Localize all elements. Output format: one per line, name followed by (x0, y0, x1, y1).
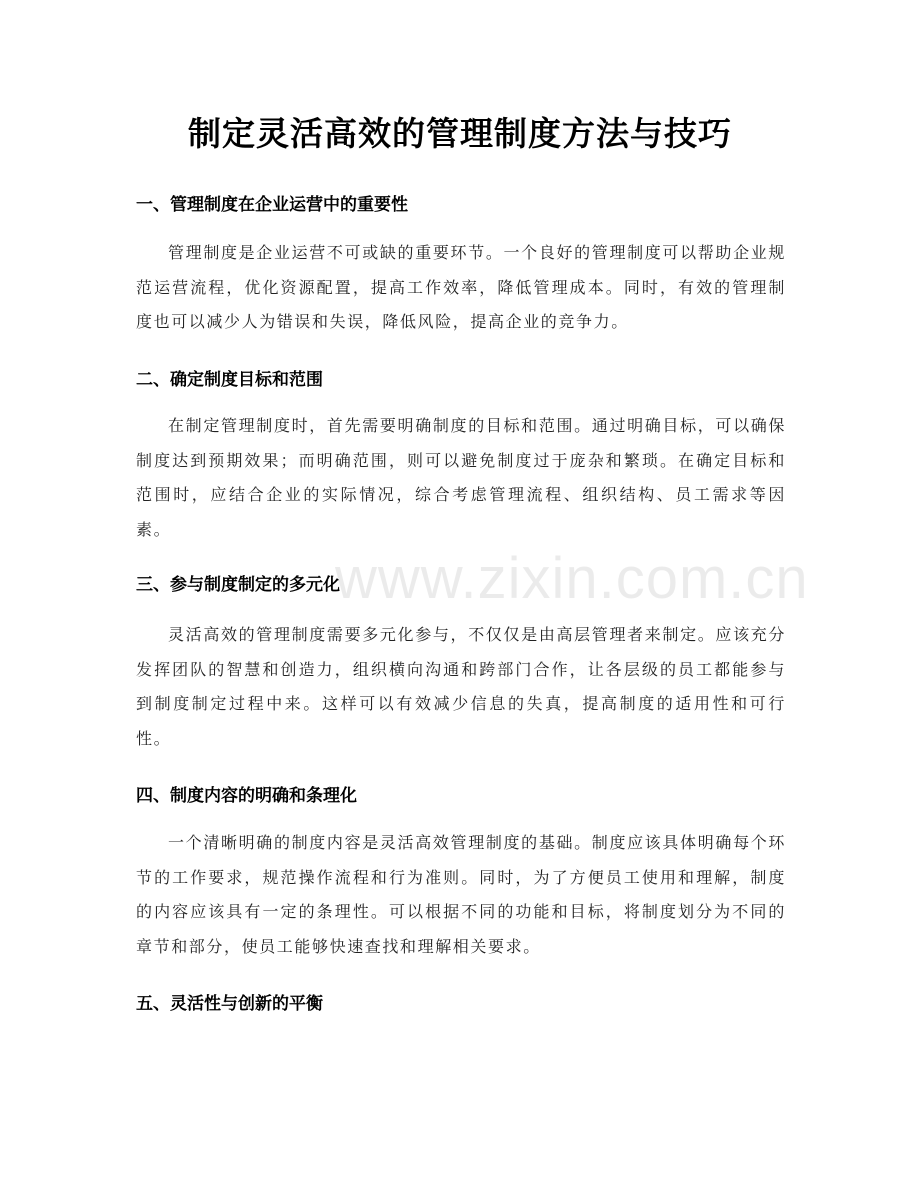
section-heading-4: 四、制度内容的明确和条理化 (136, 786, 357, 806)
section-heading-5: 五、灵活性与创新的平衡 (136, 994, 323, 1014)
section-heading-2: 二、确定制度目标和范围 (136, 370, 323, 390)
section-heading-1: 一、管理制度在企业运营中的重要性 (136, 195, 408, 215)
section-paragraph-4: 一个清晰明确的制度内容是灵活高效管理制度的基础。制度应该具体明确每个环节的工作要求，规范操作流程和行为准则。同时，为了方便员工使用和理解，制度的内容应该具有一定的条理性。可以根据不同的功能和目标，将制度划分为不同的章节和部分，使员工能够快速查找和理解相关要求。 (136, 833, 786, 956)
document-title: 制定灵活高效的管理制度方法与技巧 (188, 114, 732, 153)
watermark: www.zixin.com.cn (335, 546, 809, 611)
section-paragraph-3: 灵活高效的管理制度需要多元化参与，不仅仅是由高层管理者来制定。应该充分发挥团队的智慧和创造力，组织横向沟通和跨部门合作，让各层级的员工都能参与到制度制定过程中来。这样可以有效减少信息的失真，提高制度的适用性和可行性。 (136, 625, 786, 748)
section-paragraph-1: 管理制度是企业运营不可或缺的重要环节。一个良好的管理制度可以帮助企业规范运营流程，优化资源配置，提高工作效率，降低管理成本。同时，有效的管理制度也可以减少人为错误和失误，降低风险，提高企业的竞争力。 (136, 243, 786, 331)
section-heading-3: 三、参与制度制定的多元化 (136, 575, 340, 595)
section-paragraph-2: 在制定管理制度时，首先需要明确制度的目标和范围。通过明确目标，可以确保制度达到预期效果；而明确范围，则可以避免制度过于庞杂和繁琐。在确定目标和范围时，应结合企业的实际情况，综合考虑管理流程、组织结构、员工需求等因素。 (136, 416, 786, 539)
